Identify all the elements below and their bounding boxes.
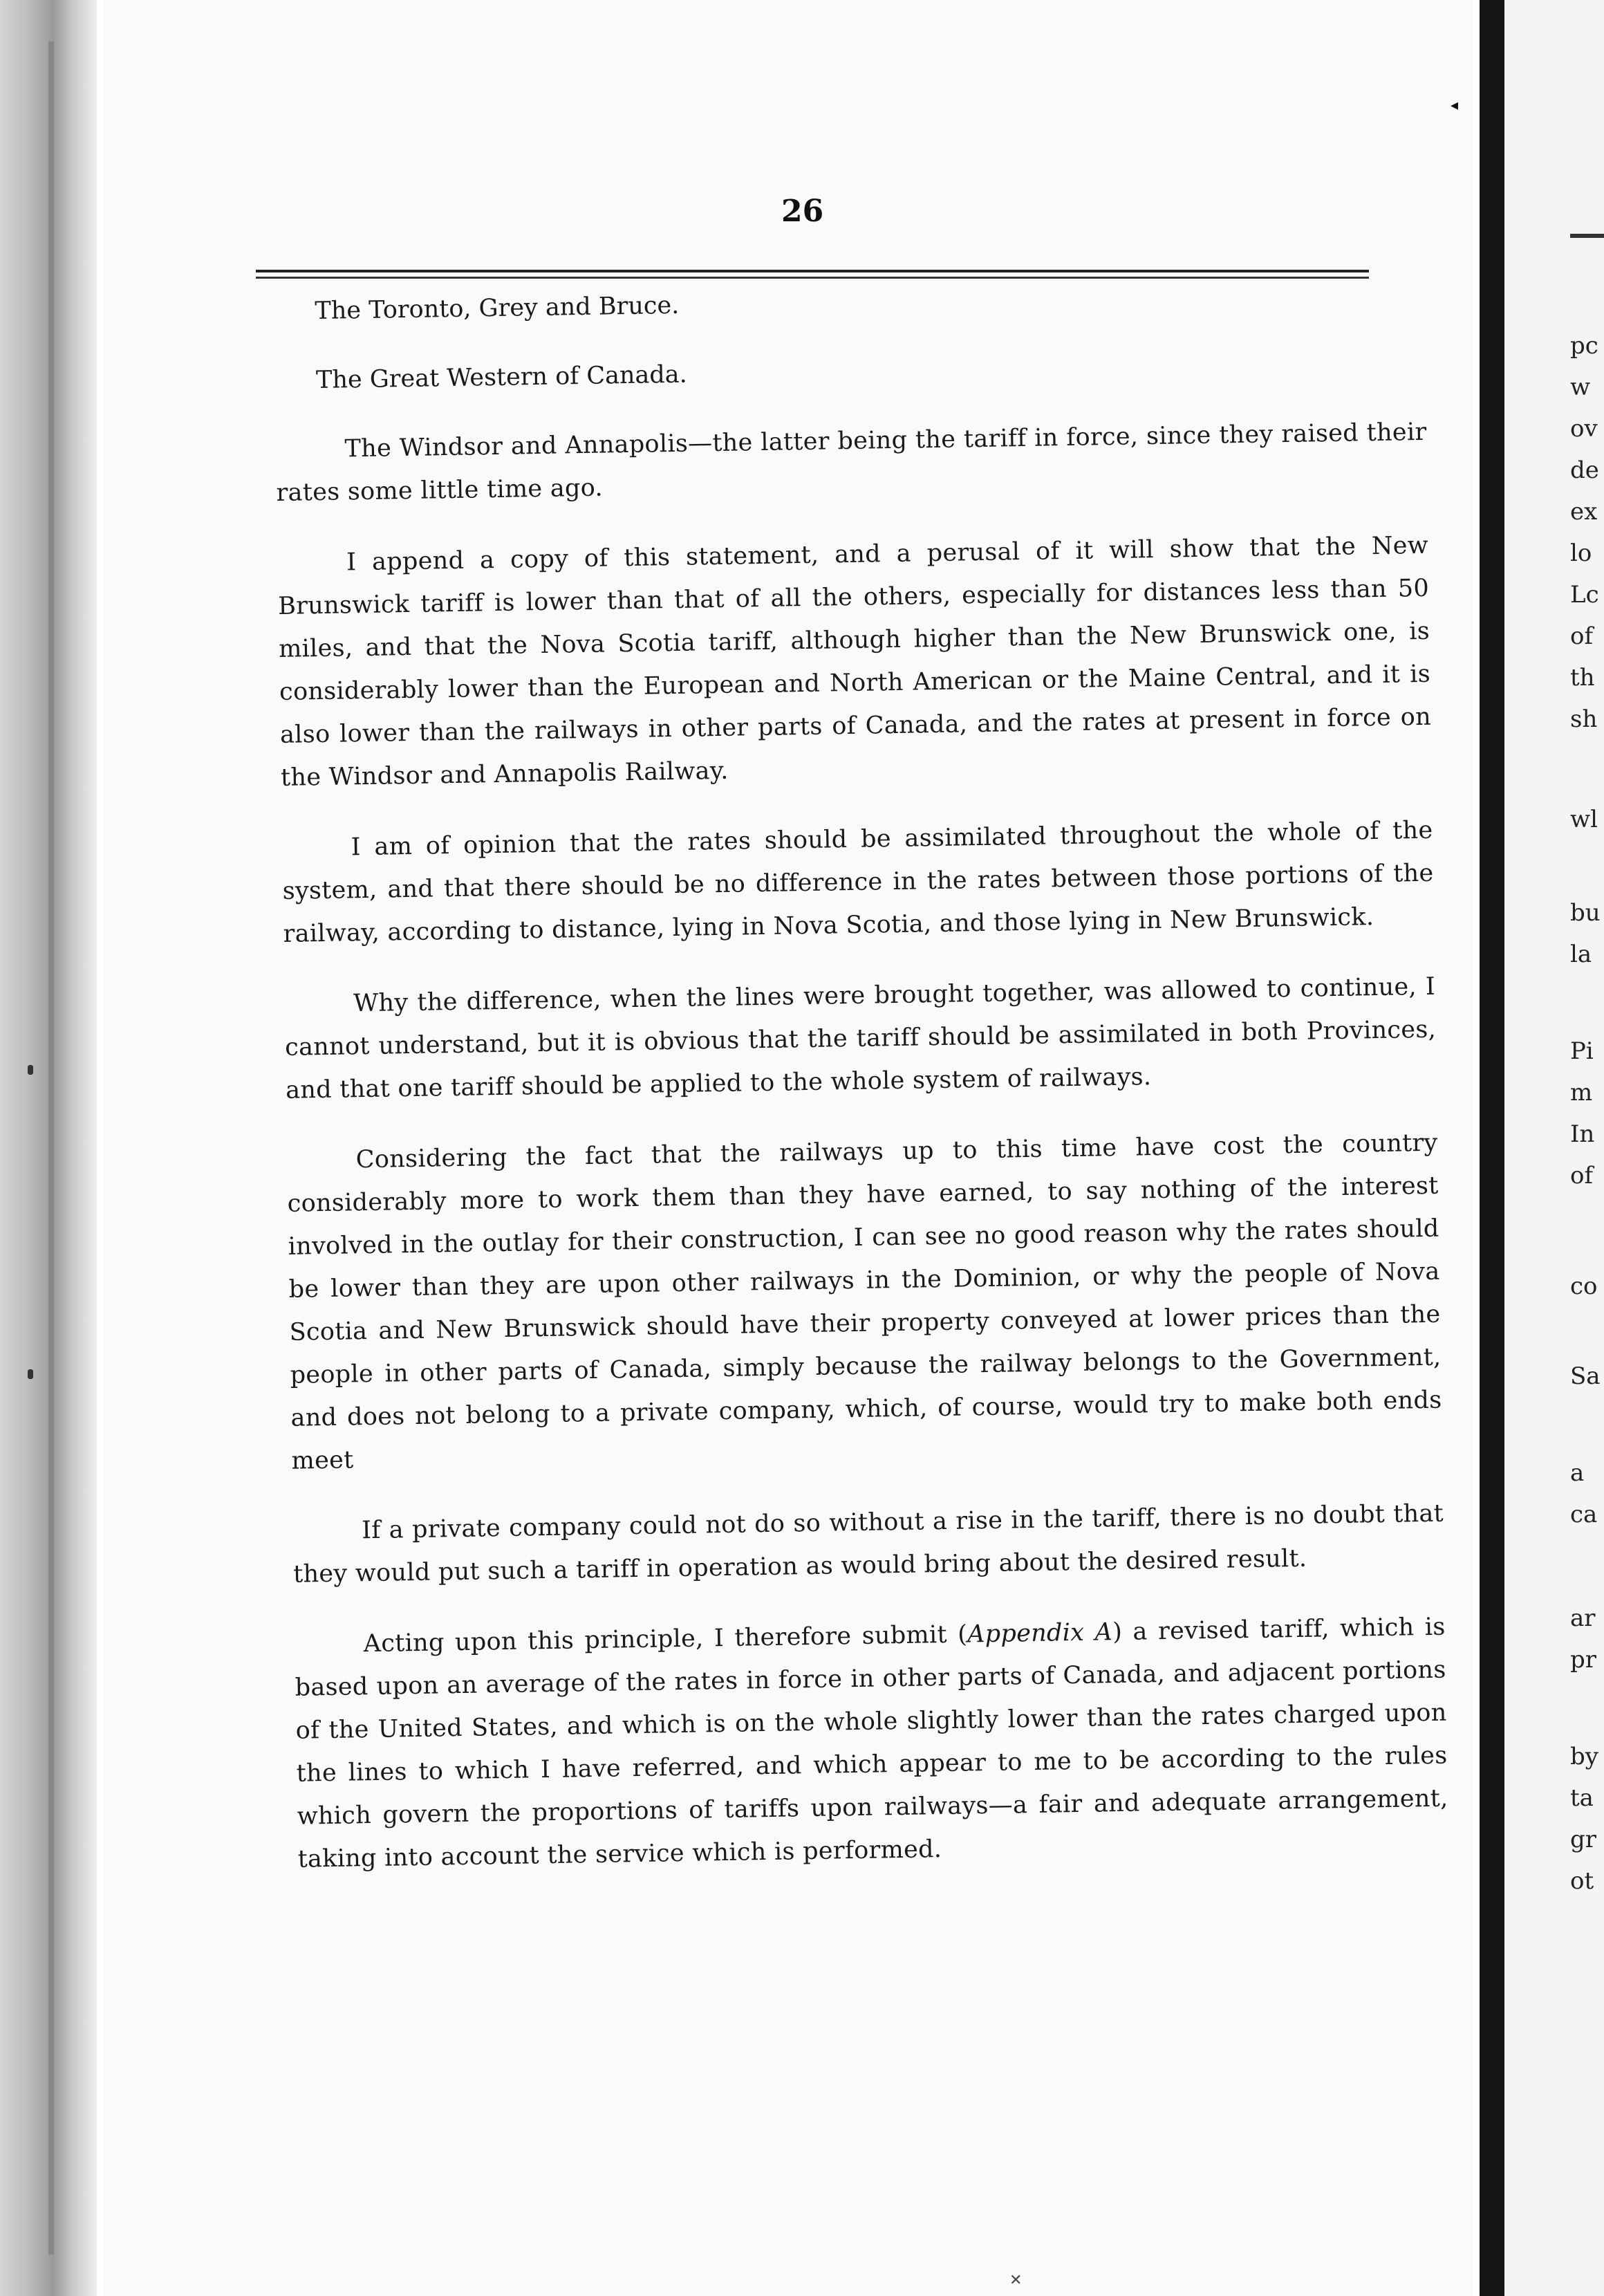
facing-text-fragment: wl: [1570, 806, 1598, 833]
railway-heading: The Toronto, Grey and Bruce.: [315, 291, 680, 326]
facing-text-fragment: pr: [1570, 1646, 1597, 1674]
paragraph: If a private company could not do so without a rise in the tariff, there is no doubt that they would put such a tariff in operation as would bring about the desired result.: [292, 1499, 1444, 1589]
facing-text-fragment: pc: [1570, 332, 1598, 360]
facing-text-fragment: m: [1570, 1079, 1593, 1107]
facing-text-fragment: ot: [1570, 1867, 1594, 1895]
body-text: [273, 272, 1450, 1909]
paragraph: Considering the fact that the railways up to this time have cost the country considerably more to work them than they have earned, to say nothing of the interest involved in the outlay for their construction, I can see no good reason why the rates should be lower than they are upon other railways in the Dominion, or why the people of Nova Scotia and New Brunswick should have their property conveyed at lower prices than the people in other parts of Canada, simply because the railway belongs to the Government, and does not belong to a private company, which, of course, would try to make both ends meet: [287, 1129, 1442, 1475]
facing-text-fragment: a: [1570, 1459, 1585, 1487]
paragraph: Why the difference, when the lines were brought together, was allowed to continue, I cannot understand, but it is obvious that the tariff should be assimilated in both Provinces, and that one tariff should be applied to the whole system of railways.: [284, 972, 1437, 1104]
facing-text-fragment: Pi: [1570, 1037, 1594, 1065]
paragraph-text: Acting upon this principle, I therefore submit (: [363, 1620, 968, 1658]
facing-text-fragment: sh: [1570, 705, 1598, 733]
facing-text-fragment: bu: [1570, 899, 1601, 927]
facing-page-rule: [1570, 234, 1604, 238]
left-arrow-icon: ◂: [1451, 97, 1459, 114]
facing-text-fragment: la: [1570, 941, 1592, 968]
edge-speck: [28, 1369, 33, 1379]
page-number: 26: [781, 194, 824, 229]
facing-text-fragment: ca: [1570, 1501, 1598, 1528]
facing-text-fragment: Sa: [1570, 1362, 1601, 1390]
facing-text-fragment: lo: [1570, 539, 1592, 567]
paragraph-text: ) a revised tariff, which is based upon an average of the rates in force in other parts of Canada, and adjacent portions of the United States, and which is on the whole slightly lower than the rates charged upon the lines to which I have referred, and which appear to me to be according to the rules which govern the proportions of tariffs upon railways—a fair and adequate arrangement, taking into account the service which is performed.: [295, 1613, 1448, 1873]
facing-text-fragment: of: [1570, 1162, 1594, 1189]
facing-text-fragment: ov: [1570, 415, 1598, 443]
facing-text-fragment: gr: [1570, 1826, 1597, 1853]
facing-text-fragment: Lc: [1570, 581, 1599, 609]
facing-text-fragment: ta: [1570, 1784, 1594, 1812]
paragraph: I am of opinion that the rates should be assimilated throughout the whole of the system, and that there should be no difference in the rates between those portions of the railway, according to distance, lying in Nova Scotia, and those lying in New Brunswick.: [282, 816, 1434, 948]
paragraph: I append a copy of this statement, and a perusal of it will show that the New Brunswick tariff is lower than that of all the others, especially for distances less than 50 miles, and that the Nova Scotia tariff, although higher than the New Brunswick one, is considerably lower than the European and North American or the Maine Central, and it is also lower than the railways in other parts of Canada, and the rates at present in force on the Windsor and Annapolis Railway.: [277, 531, 1432, 792]
rule-line: [256, 270, 1369, 272]
facing-text-fragment: de: [1570, 456, 1599, 484]
footer-mark: ✕: [1009, 2272, 1023, 2289]
paragraph: The Windsor and Annapolis—the latter being the tariff in force, since they raised their rates some little time ago.: [276, 418, 1427, 507]
facing-text-fragment: by: [1570, 1743, 1598, 1770]
facing-text-fragment: w: [1570, 373, 1591, 401]
facing-text-fragment: ex: [1570, 498, 1598, 526]
railway-heading: The Great Western of Canada.: [315, 360, 688, 395]
facing-page: [1504, 0, 1604, 2296]
facing-text-fragment: ar: [1570, 1604, 1596, 1632]
edge-speck: [28, 1065, 33, 1075]
facing-text-fragment: co: [1570, 1272, 1598, 1300]
paragraph-appendix: [294, 1606, 1449, 1881]
book-edge-left: [0, 0, 97, 2296]
book-spine: [1480, 0, 1504, 2296]
facing-text-fragment: of: [1570, 622, 1594, 650]
facing-text-fragment: In: [1570, 1120, 1595, 1148]
facing-text-fragment: th: [1570, 664, 1595, 692]
appendix-reference: Appendix A: [967, 1618, 1113, 1649]
edge-shadow-line: [48, 41, 54, 2255]
